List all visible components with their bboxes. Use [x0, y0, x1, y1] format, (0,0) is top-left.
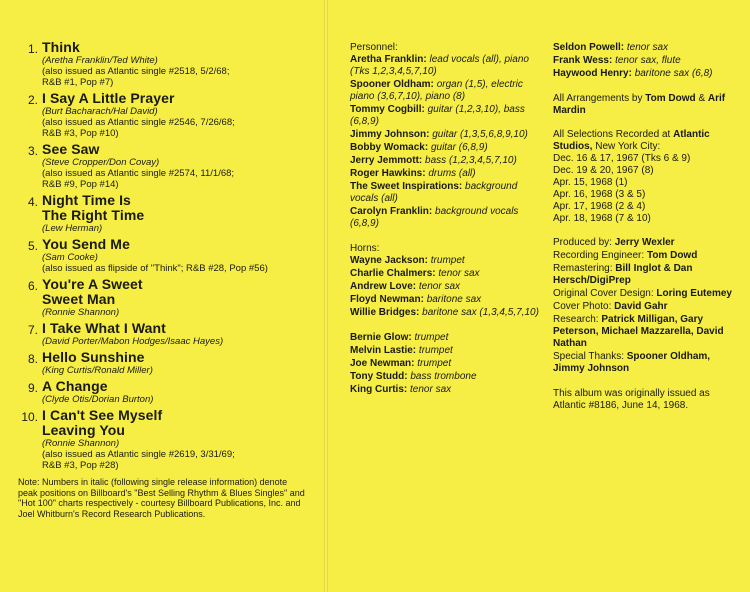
personnel-entry — [350, 371, 545, 383]
track-note: R&B #9, Pop #14) — [42, 179, 119, 190]
track-item — [12, 237, 312, 274]
track-title — [42, 277, 312, 307]
track-title-line: Sweet Man — [42, 291, 116, 307]
track-title-line: I Say A Little Prayer — [42, 90, 175, 106]
track-item — [12, 91, 312, 139]
credit-value: Spooner Oldham, Jimmy Johnson — [553, 351, 711, 374]
track-writers: (Clyde Otis/Dorian Burton) — [42, 394, 154, 405]
track-note: R&B #1, Pop #7) — [42, 77, 114, 88]
member-role: trumpet — [418, 345, 453, 356]
member-name: Willie Bridges: — [350, 307, 420, 318]
track-writers: (Steve Cropper/Don Covay) — [42, 157, 160, 168]
track-title-line: You Send Me — [42, 236, 130, 252]
track-writers: (King Curtis/Ronald Miller) — [42, 365, 153, 376]
track-note: (also issued as Atlantic single #2546, 7/26/68; — [42, 117, 235, 128]
member-role: background vocals (6,8,9) — [350, 206, 519, 229]
session-date: Dec. 16 & 17, 1967 (Tks 6 & 9) — [553, 153, 691, 164]
personnel-entry — [350, 79, 545, 103]
track-body — [42, 237, 312, 274]
member-name: Haywood Henry: — [553, 68, 632, 79]
credits-column — [553, 42, 741, 412]
member-name: Spooner Oldham: — [350, 79, 434, 90]
credit-value: Jerry Wexler — [614, 237, 675, 248]
personnel-entry — [350, 54, 545, 78]
track-body — [42, 408, 312, 471]
track-number: 3. — [27, 144, 38, 158]
member-role: bass trombone — [410, 371, 477, 382]
session-date: Dec. 19 & 20, 1967 (8) — [553, 165, 654, 176]
personnel-entry — [350, 155, 545, 167]
member-role: tenor sax — [418, 281, 461, 292]
track-number: 5. — [27, 239, 38, 253]
member-name: Bobby Womack: — [350, 142, 429, 153]
track-title — [42, 193, 312, 223]
personnel-entry — [350, 181, 545, 205]
personnel-entry — [553, 55, 741, 67]
horns-heading: Horns: — [350, 243, 380, 254]
member-name: Charlie Chalmers: — [350, 268, 436, 279]
credit-value: Loring Eutemey — [656, 288, 732, 299]
track-title-line: Hello Sunshine — [42, 349, 145, 365]
personnel-entry — [350, 129, 545, 141]
track-title — [42, 408, 312, 438]
member-role: baritone sax — [426, 294, 482, 305]
personnel-entry — [350, 358, 545, 370]
track-note: (also issued as Atlantic single #2574, 11/1/68; — [42, 168, 235, 179]
personnel-entry — [350, 206, 545, 230]
track-body — [42, 91, 312, 139]
track-note: (also issued as flipside of "Think"; R&B #28, Pop #56) — [42, 263, 268, 274]
track-note: R&B #3, Pop #28) — [42, 460, 119, 471]
session-date: Apr. 17, 1968 (2 & 4) — [553, 201, 646, 212]
member-name: Jimmy Johnson: — [350, 129, 430, 140]
personnel-entry — [350, 142, 545, 154]
personnel-entry — [350, 268, 545, 280]
member-name: Wayne Jackson: — [350, 255, 428, 266]
track-number: 6. — [27, 279, 38, 293]
credit-value: Patrick Milligan, Gary Peterson, Michael Mazzarella, David Nathan — [553, 314, 724, 349]
member-role: tenor sax — [438, 268, 480, 279]
personnel-entry — [350, 281, 545, 293]
credit-value: Tom Dowd — [646, 250, 698, 261]
member-role: baritone sax (6,8) — [634, 68, 713, 79]
track-item — [12, 321, 312, 347]
track-item — [12, 40, 312, 88]
track-number: 9. — [27, 381, 38, 395]
track-number: 10. — [21, 410, 38, 424]
member-role: tenor sax — [626, 42, 669, 53]
track-writers: (Lew Herman) — [42, 223, 103, 234]
track-item — [12, 142, 312, 190]
track-title — [42, 237, 312, 252]
personnel-column — [350, 42, 545, 397]
credit-value: David Gahr — [614, 301, 668, 312]
member-name: Joe Newman: — [350, 358, 415, 369]
session-date: Apr. 18, 1968 (7 & 10) — [553, 213, 651, 224]
track-note: R&B #3, Pop #10) — [42, 128, 119, 139]
member-name: Roger Hawkins: — [350, 168, 426, 179]
credit-entry — [553, 314, 741, 350]
credit-label: Original Cover Design: — [553, 288, 654, 299]
personnel-entry — [350, 307, 545, 319]
track-body — [42, 379, 312, 405]
track-writers: (Sam Cooke) — [42, 252, 98, 263]
release-note: This album was originally issued as Atlantic #8186, June 14, 1968. — [553, 388, 710, 411]
member-name: Jerry Jemmott: — [350, 155, 423, 166]
member-name: Seldon Powell: — [553, 42, 625, 53]
personnel-entry — [350, 104, 545, 128]
credit-entry — [553, 301, 741, 313]
member-role: trumpet — [430, 255, 465, 266]
member-role: guitar (6,8,9) — [430, 142, 488, 153]
member-role: organ (1,5), electric piano (3,6,7,10), piano (8) — [350, 79, 523, 102]
track-title — [42, 379, 312, 394]
member-role: guitar (1,2,3,10), bass (6,8,9) — [350, 104, 525, 127]
track-number: 2. — [27, 93, 38, 107]
track-title — [42, 321, 312, 336]
member-role: tenor sax — [410, 384, 452, 395]
track-title-line: You're A Sweet — [42, 276, 143, 292]
track-item — [12, 408, 312, 471]
personnel-entry — [553, 42, 741, 54]
track-item — [12, 350, 312, 376]
track-writers: (Burt Bacharach/Hal David) — [42, 106, 158, 117]
personnel-heading: Personnel: — [350, 42, 398, 53]
credit-label: Produced by: — [553, 237, 612, 248]
track-note: (also issued as Atlantic single #2619, 3/31/69; — [42, 449, 235, 460]
track-title-line: The Right Time — [42, 207, 145, 223]
track-title-line: Night Time Is — [42, 192, 131, 208]
footnote: Note: Numbers in italic (following single release information) denote peak positions on Billboard's "Best Selling Rhythm & Blues Singles" and "Hot 100" charts respectively - courtesy Billboard Publications, Inc. and Joel Whitburn's Record Research Publications. — [18, 477, 305, 519]
member-name: Floyd Newman: — [350, 294, 424, 305]
track-title — [42, 142, 312, 157]
track-number: 1. — [27, 42, 38, 56]
track-item — [12, 379, 312, 405]
credit-label: Special Thanks: — [553, 351, 624, 362]
track-body — [42, 40, 312, 88]
credit-entry — [553, 351, 741, 375]
member-name: Tony Studd: — [350, 371, 408, 382]
track-writers: (Ronnie Shannon) — [42, 307, 120, 318]
member-role: guitar (1,3,5,6,8,9,10) — [432, 129, 528, 140]
personnel-entry — [350, 255, 545, 267]
credit-entry — [553, 237, 741, 249]
recording-info: All Selections Recorded at Atlantic Studios, New York City: — [553, 129, 710, 152]
track-item — [12, 193, 312, 234]
personnel-entry — [350, 294, 545, 306]
member-role: drums (all) — [428, 168, 476, 179]
track-title-line: Leaving You — [42, 422, 126, 438]
arrangements-credit: All Arrangements by Tom Dowd & Arif Mardin — [553, 93, 726, 116]
member-name: Frank Wess: — [553, 55, 613, 66]
credit-label: Research: — [553, 314, 599, 325]
personnel-entry — [350, 345, 545, 357]
credit-entry — [553, 263, 741, 287]
member-name: Aretha Franklin: — [350, 54, 427, 65]
track-body — [42, 350, 312, 376]
member-name: The Sweet Inspirations: — [350, 181, 463, 192]
track-title — [42, 91, 312, 106]
track-body — [42, 142, 312, 190]
member-role: tenor sax, flute — [615, 55, 681, 66]
personnel-entry — [553, 68, 741, 80]
track-writers: (David Porter/Mabon Hodges/Isaac Hayes) — [42, 336, 224, 347]
track-number: 8. — [27, 352, 38, 366]
page-fold — [324, 0, 328, 592]
member-role: background vocals (all) — [350, 181, 518, 204]
member-name: Andrew Love: — [350, 281, 417, 292]
member-role: trumpet — [414, 332, 449, 343]
track-number: 4. — [27, 195, 38, 209]
track-title-line: I Can't See Myself — [42, 407, 163, 423]
session-date: Apr. 15, 1968 (1) — [553, 177, 628, 188]
session-date: Apr. 16, 1968 (3 & 5) — [553, 189, 646, 200]
member-name: Tommy Cogbill: — [350, 104, 425, 115]
member-name: Bernie Glow: — [350, 332, 412, 343]
track-title-line: See Saw — [42, 141, 100, 157]
member-role: bass (1,2,3,4,5,7,10) — [425, 155, 517, 166]
credit-entry — [553, 288, 741, 300]
credit-label: Recording Engineer: — [553, 250, 645, 261]
track-title-line: A Change — [42, 378, 108, 394]
track-title-line: I Take What I Want — [42, 320, 166, 336]
member-role: lead vocals (all), piano (Tks 1,2,3,4,5,7,10) — [350, 54, 529, 77]
track-title-line: Think — [42, 39, 80, 55]
track-item — [12, 277, 312, 318]
track-list — [12, 40, 312, 519]
member-role: trumpet — [417, 358, 452, 369]
personnel-entry — [350, 168, 545, 180]
credit-label: Cover Photo: — [553, 301, 612, 312]
credit-entry — [553, 250, 741, 262]
credit-value: Bill Inglot & Dan Hersch/DigiPrep — [553, 263, 693, 286]
track-body — [42, 321, 312, 347]
track-title — [42, 40, 312, 55]
personnel-entry — [350, 332, 545, 344]
track-body — [42, 277, 312, 318]
member-role: baritone sax (1,3,4,5,7,10) — [422, 307, 539, 318]
personnel-entry — [350, 384, 545, 396]
track-note: (also issued as Atlantic single #2518, 5/2/68; — [42, 66, 230, 77]
track-number: 7. — [27, 323, 38, 337]
track-body — [42, 193, 312, 234]
track-title — [42, 350, 312, 365]
member-name: King Curtis: — [350, 384, 408, 395]
credit-label: Remastering: — [553, 263, 613, 274]
track-writers: (Ronnie Shannon) — [42, 438, 120, 449]
track-writers: (Aretha Franklin/Ted White) — [42, 55, 158, 66]
member-name: Melvin Lastie: — [350, 345, 417, 356]
member-name: Carolyn Franklin: — [350, 206, 433, 217]
